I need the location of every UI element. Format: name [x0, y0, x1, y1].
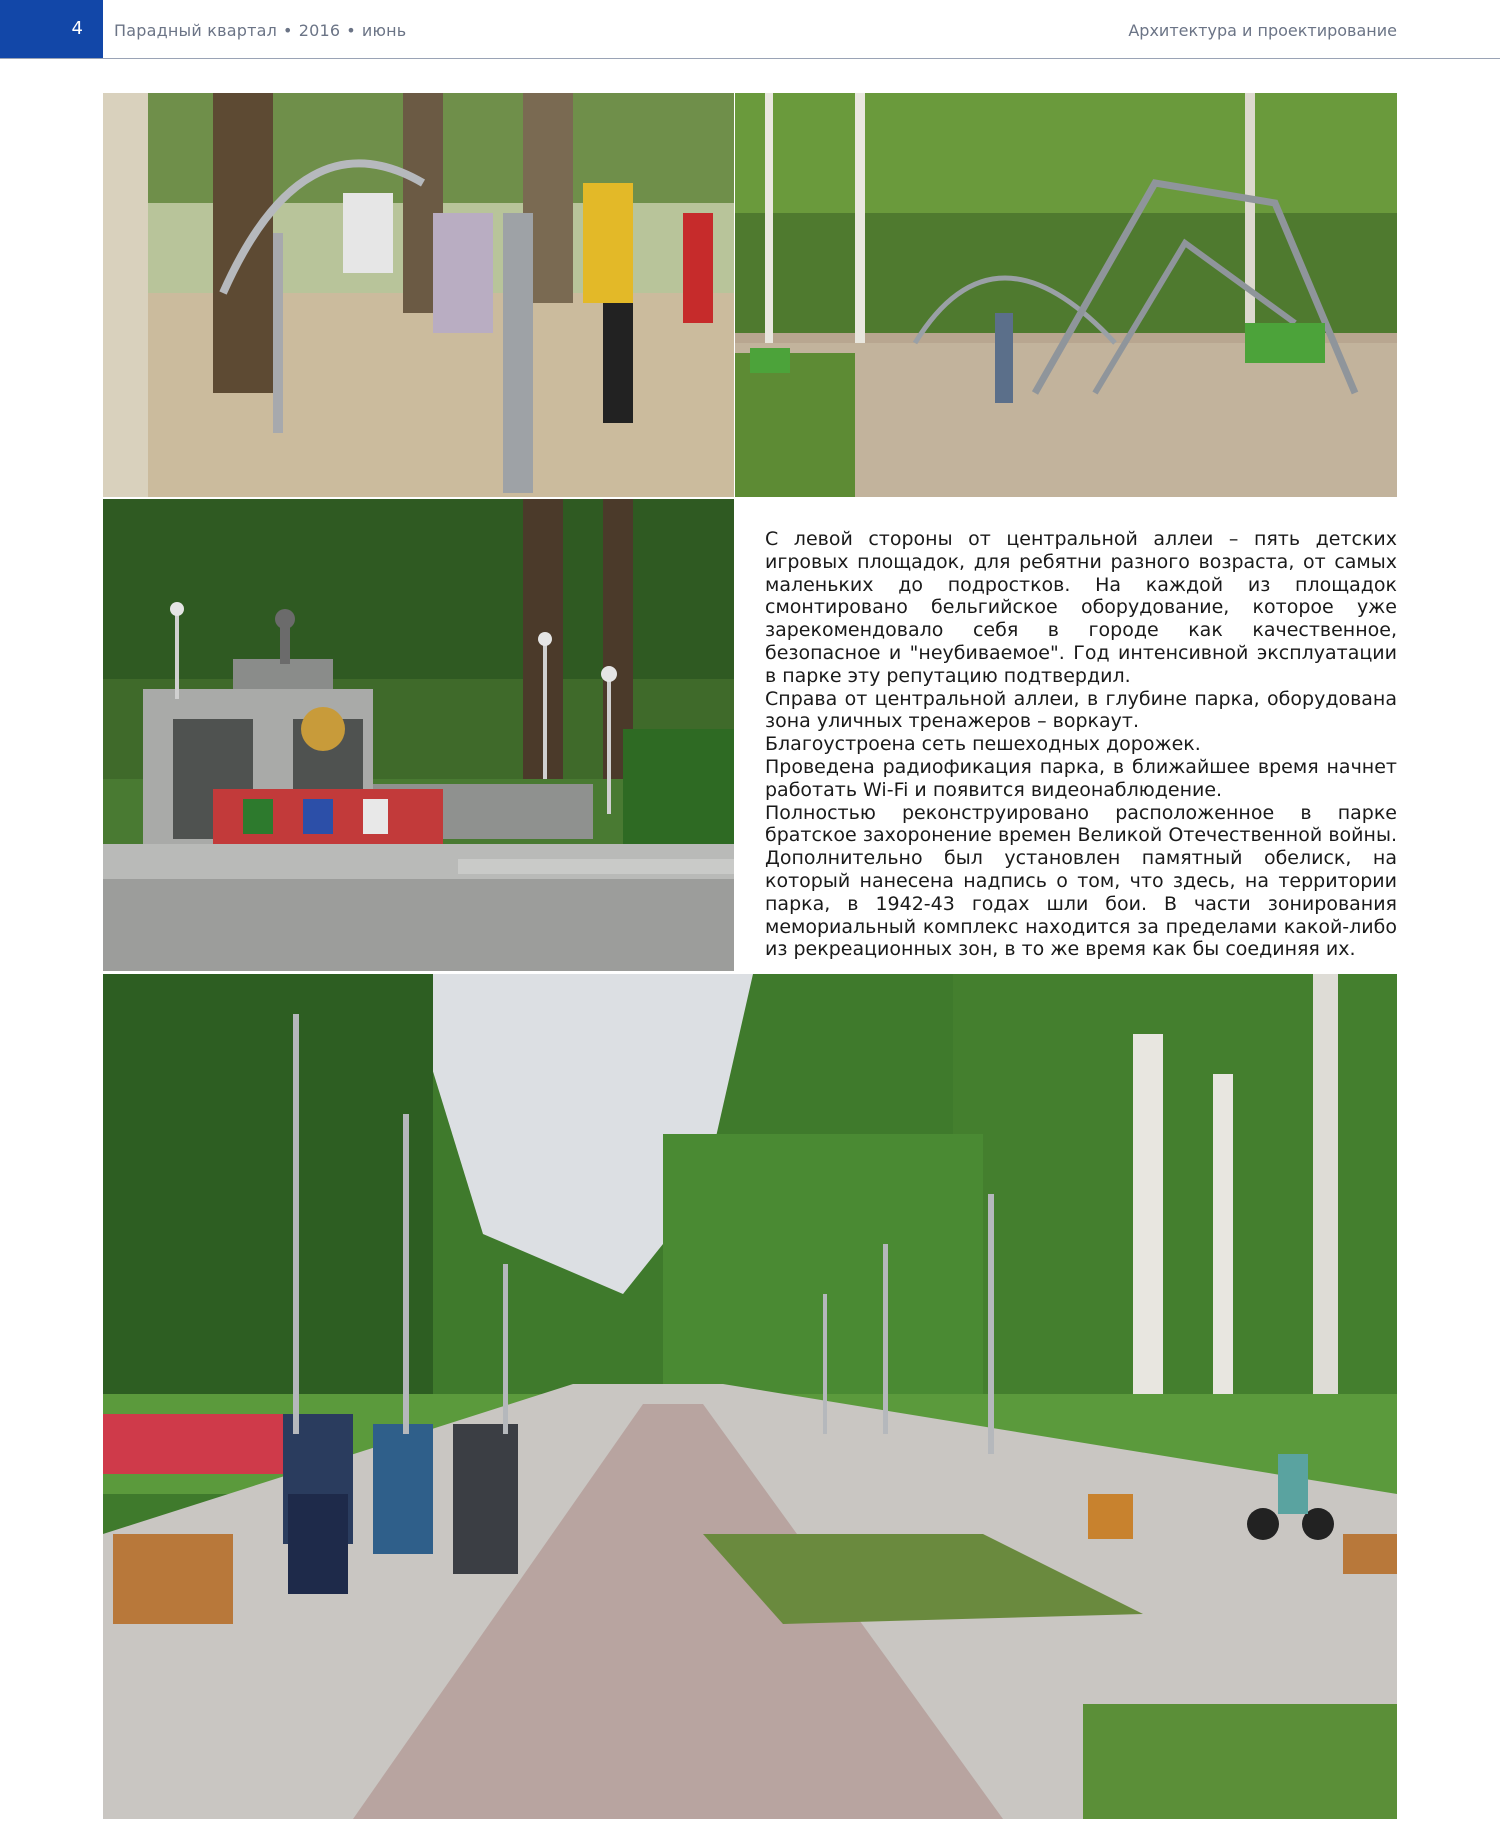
paragraph-radio-wifi: Проведена радиофикация парка, в ближайшее время начнет работать Wi-Fi и появится видеонаблюдение. — [765, 755, 1397, 801]
paragraph-workout: Справа от центральной аллеи, в глубине парка, оборудована зона уличных тренажеров – воркаут. — [765, 687, 1397, 733]
separator-dot: • — [346, 21, 356, 40]
publication-year: 2016 — [298, 21, 341, 40]
section-title: Архитектура и проектирование — [1128, 21, 1397, 40]
photo-outdoor-gym — [103, 93, 734, 497]
publication-month: июнь — [361, 21, 407, 40]
photo-playground — [735, 93, 1397, 497]
photo-memorial — [103, 499, 734, 971]
separator-dot: • — [283, 21, 293, 40]
paragraph-memorial: Полностью реконструировано расположенное в парке братское захоронение времен Великой Отечественной войны. Дополнительно был установлен памятный обелиск, на который нанесена надпись о том, что здесь, на территории парка, в 1942-43 годах шли бои. В части зонирования мемориальный комплекс находится за пределами какой-либо из рекреационных зон, в то же время как бы соединяя их. — [765, 801, 1397, 961]
publication-title: Парадный квартал — [114, 21, 278, 40]
paragraph-playgrounds: С левой стороны от центральной аллеи – пять детских игровых площадок, для ребятни разного возраста, от самых маленьких до подростков. На каждой из площадок смонтировано бельгийское оборудование, которое уже зарекомендовало себя в городе как качественное, безопасное и "неубиваемое". Год интенсивной эксплуатации в парке эту репутацию подтвердил. — [765, 528, 1397, 687]
publication-info — [114, 0, 406, 58]
page-number: 4 — [0, 0, 103, 58]
paragraph-paths: Благоустроена сеть пешеходных дорожек. — [765, 733, 1201, 756]
page-header — [0, 0, 1500, 59]
photo-central-alley — [103, 974, 1397, 1819]
article-text — [765, 528, 1397, 961]
